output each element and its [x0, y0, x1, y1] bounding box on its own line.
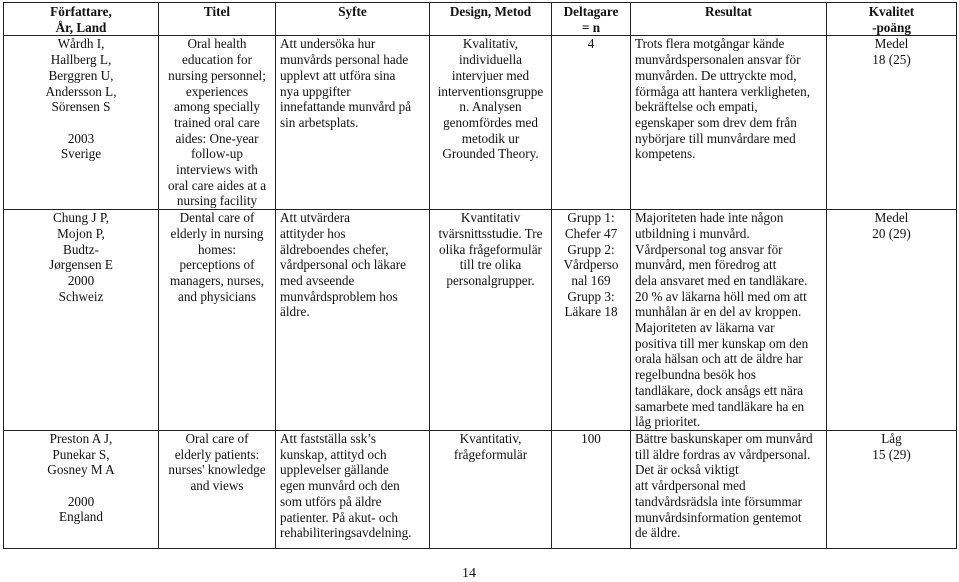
result-cell: Majoriteten hade inte någon utbildning i munvård. Vårdpersonal tog ansvar för munvård, men föredrog att dela ansvaret med en tandläkare. 20 % av läkarna höll med om att munhålan är en del av kroppen. Majoriteten av läkarna var positiva till mer kunskap om den orala hälsan och att de äldre har regelbundna besök hos tandläkare, dock ansågs ett nära samarbete med tandläkare ha en låg prioritet.: [631, 210, 827, 431]
header-participants: Deltagare = n: [552, 3, 631, 36]
quality-cell: Medel 20 (29): [827, 210, 957, 431]
country: Sverige: [60, 146, 102, 162]
literature-review-table: [3, 2, 957, 549]
participants-cell: 100: [552, 430, 631, 548]
title-cell: Oral care of elderly patients: nurses' knowledge and views: [159, 430, 276, 548]
header-result: Resultat: [631, 3, 827, 36]
header-row: [4, 3, 957, 36]
quality-cell: Låg 15 (29): [827, 430, 957, 548]
title-cell: Dental care of elderly in nursing homes: perceptions of managers, nurses, and physicians: [159, 210, 276, 431]
quality-cell: Medel 18 (25): [827, 36, 957, 210]
design-cell: Kvalitativ, individuella intervjuer med interventionsgruppe n. Analysen genomfördes med metodik ur Grounded Theory.: [430, 36, 552, 210]
year: 2003: [67, 130, 95, 146]
purpose-cell: Att fastställa ssk’s kunskap, attityd och upplevelser gällande egen munvård och den som utförs på äldre patienter. På akut- och rehabiliteringsavdelning.: [276, 430, 430, 548]
design-cell: Kvantitativ tvärsnittsstudie. Tre olika frågeformulär till tre olika personalgrupper.: [430, 210, 552, 431]
title-cell: Oral health education for nursing personnel; experiences among specially trained oral care aides: One-year follow-up interviews with oral care aides at a nursing facility: [159, 36, 276, 210]
page-number: 14: [462, 566, 476, 581]
participants-cell: Grupp 1: Chefer 47 Grupp 2: Vårdperso nal 169 Grupp 3: Läkare 18: [552, 210, 631, 431]
country: England: [59, 509, 103, 525]
header-title: Titel: [159, 3, 276, 36]
purpose-cell: Att utvärdera attityder hos äldreboendes chefer, vårdpersonal och läkare med avseende munvårdsproblem hos äldre.: [276, 210, 430, 431]
header-design: Design, Metod: [430, 3, 552, 36]
author-cell: Preston A J, Punekar S, Gosney M A 2000 England: [4, 430, 159, 548]
author-cell: Chung J P, Mojon P, Budtz- Jørgensen E 2000 Schweiz: [4, 210, 159, 431]
header-quality: Kvalitet -poäng: [827, 3, 957, 36]
participants-cell: 4: [552, 36, 631, 210]
table-row: [4, 36, 957, 210]
table-row: [4, 430, 957, 548]
header-author: Författare, År, Land: [4, 3, 159, 36]
header-purpose: Syfte: [276, 3, 430, 36]
purpose-cell: Att undersöka hur munvårds personal hade upplevt att utföra sina nya uppgifter innefattande munvård på sin arbetsplats.: [276, 36, 430, 210]
result-cell: Bättre baskunskaper om munvård till äldre fordras av vårdpersonal. Det är också viktigt att vårdpersonal med tandvårdsrädsla inte försummar munvårdsinformation gentemot de äldre.: [631, 430, 827, 548]
result-cell: Trots flera motgångar kände munvårdspersonalen ansvar för munvården. De uttryckte mod, förmåga att hantera verkligheten, bekräftelse och empati, egenskaper som drev dem från nybörjare till munvårdare med kompetens.: [631, 36, 827, 210]
author-cell: Wårdh I, Hallberg L, Berggren U, Andersson L, Sörensen S 2003 Sverige: [4, 36, 159, 210]
year: 2000: [67, 493, 95, 509]
table-row: [4, 210, 957, 431]
design-cell: Kvantitativ, frågeformulär: [430, 430, 552, 548]
